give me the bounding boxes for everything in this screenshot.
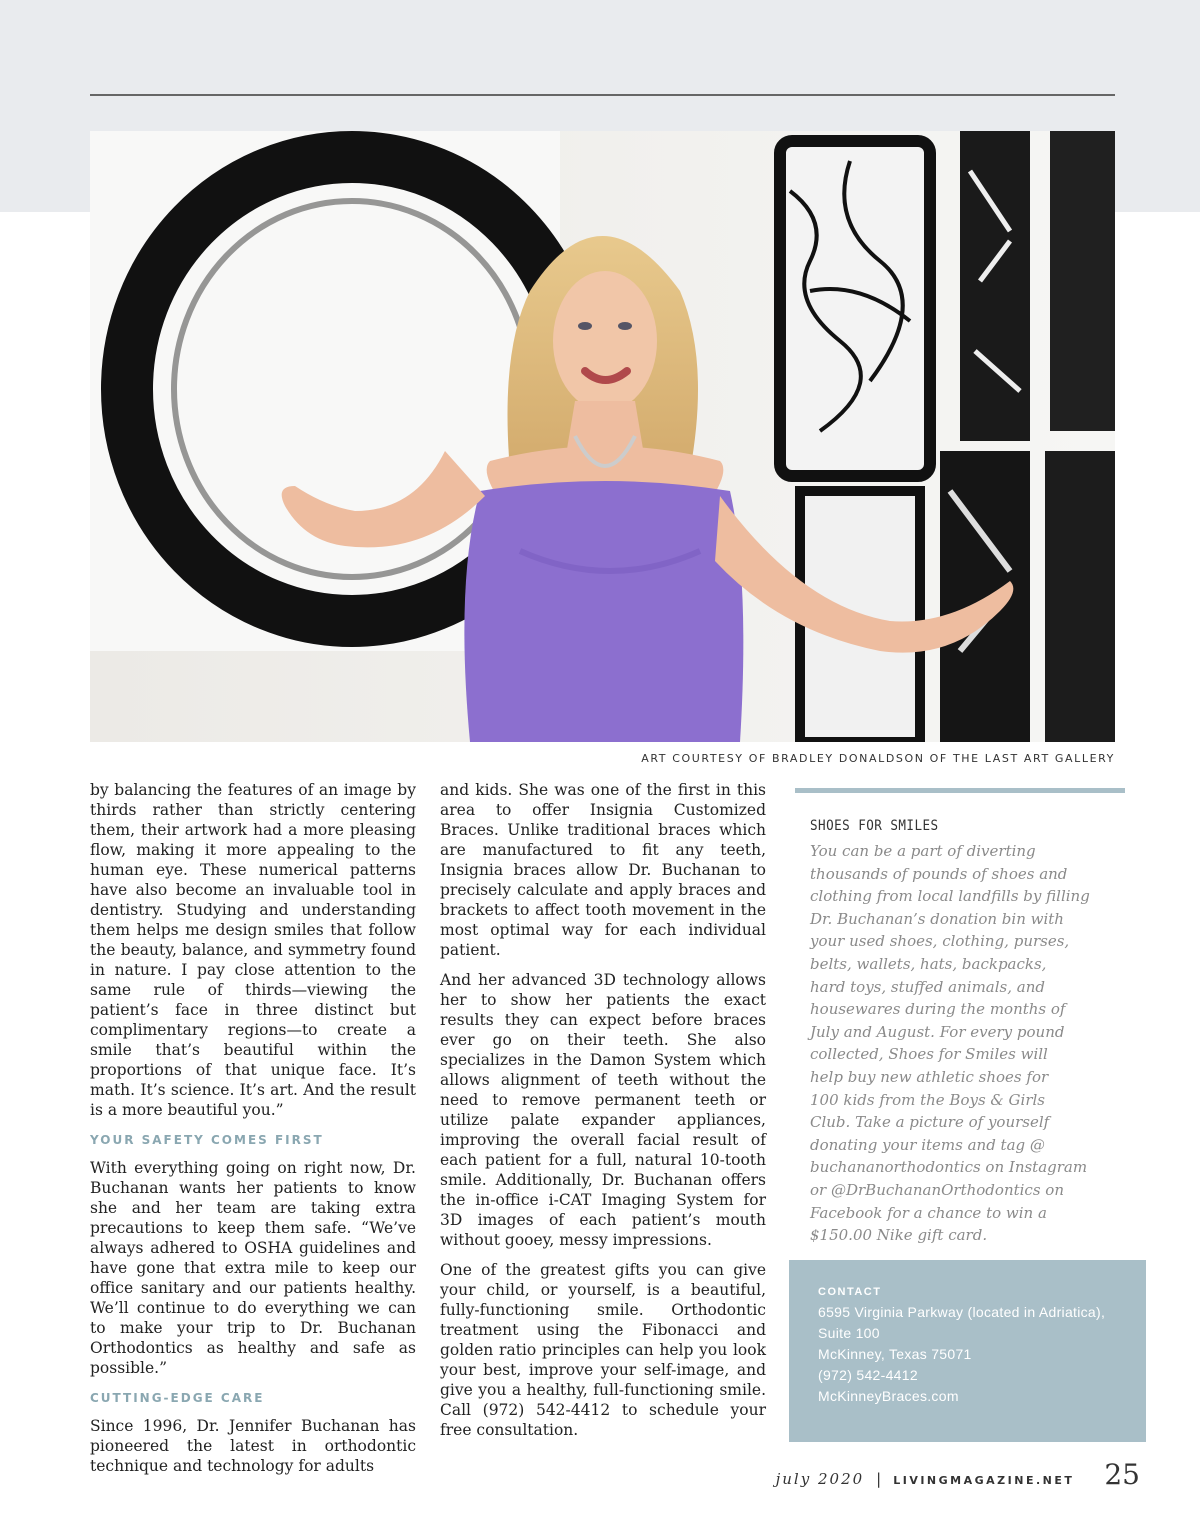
sidebar-line: 100 kids from the Boys & Girls: [810, 1090, 1045, 1109]
article-column-2: [440, 780, 766, 1450]
paragraph: With everything going on right now, Dr. Buchanan wants her patients to know she and her team are taking extra precautions to keep them safe. “We’ve always adhered to OSHA guidelines and have gone that extra mile to keep our office sanitary and our patients healthy. We’ll continue to do everything we can to make your trip to Dr. Buchanan Orthodontics as healthy and safe as possible.”: [90, 1159, 416, 1377]
sidebar-line: donating your items and tag @: [810, 1135, 1045, 1154]
sidebar-line: or @DrBuchananOrthodontics on: [810, 1180, 1064, 1199]
sidebar-line: your used shoes, clothing, purses,: [810, 932, 1070, 951]
photo-caption: ART COURTESY OF BRADLEY DONALDSON OF THE LAST ART GALLERY: [641, 752, 1115, 765]
sidebar-line: You can be a part of diverting: [810, 842, 1036, 860]
sidebar-line: hard toys, stuffed animals, and: [810, 977, 1045, 996]
footer-separator: |: [876, 1470, 882, 1488]
sidebar-line: housewares during the months of: [810, 1000, 1066, 1019]
paragraph: And her advanced 3D technology allows her to show her patients the exact results they can expect before braces ever go on their teeth. She also specializes in the Damon System which allows alignment of teeth without the need to remove permanent teeth or utilize palate expander appliances, improving the overall facial result of each patient for a full, natural 10-tooth smile. Additionally, Dr. Buchanan offers the in-office i-CAT Imaging System for 3D images of each patient’s mouth without gooey, messy impressions.: [440, 971, 766, 1249]
footer-website: LIVINGMAGAZINE.NET: [893, 1474, 1075, 1487]
contact-phone: (972) 542-4412: [818, 1367, 918, 1383]
sidebar-line: belts, wallets, hats, backpacks,: [810, 954, 1047, 973]
sidebar-line: $150.00 Nike gift card.: [810, 1226, 988, 1245]
sidebar-line: collected, Shoes for Smiles will: [810, 1045, 1048, 1064]
sidebar-line: Facebook for a chance to win a: [810, 1203, 1047, 1222]
feature-photo: [90, 131, 1115, 742]
sidebar-line: clothing from local landfills by filling: [810, 887, 1090, 906]
sidebar-line: buchananorthodontics on Instagram: [810, 1158, 1088, 1177]
sidebar-title: SHOES FOR SMILES: [810, 818, 939, 834]
contact-details: [818, 1286, 1105, 1407]
paragraph: One of the greatest gifts you can give your child, or yourself, is a beautiful, fully-functioning smile. Orthodontic treatment using the Fibonacci and golden ratio principles can help you look your best, improve your self-image, and give you a healthy, full-functioning smile. Call (972) 542-4412 to schedule your free consultation.: [440, 1261, 766, 1439]
sidebar-shoes-for-smiles: [810, 818, 1110, 1247]
contact-title: CONTACT: [818, 1286, 882, 1298]
top-rule: [90, 94, 1115, 96]
sidebar-line: help buy new athletic shoes for: [810, 1067, 1049, 1086]
article-column-1: [90, 780, 416, 1486]
sidebar-line: July and August. For every pound: [810, 1022, 1065, 1041]
contact-website: McKinneyBraces.com: [818, 1388, 959, 1404]
contact-address-line-2: Suite 100: [818, 1325, 880, 1341]
paragraph: by balancing the features of an image by thirds rather than strictly centering them, their artwork had a more pleasing flow, making it more appealing to the human eye. These numerical patterns have also become an invaluable tool in dentistry. Studying and understanding them helps me design smiles that follow the beauty, balance, and symmetry found in nature. I pay close attention to the same rule of thirds—viewing the patient’s face in three distinct but complimentary regions—to create a smile that’s beautiful within the proportions of that unique face. It’s math. It’s science. It’s art. And the result is a more beautiful you.”: [90, 781, 416, 1119]
paragraph: and kids. She was one of the first in this area to offer Insignia Customized Braces. Unlike traditional braces which are manufactured to fit any teeth, Insignia braces allow Dr. Buchanan to precisely calculate and apply braces and brackets to affect tooth movement in the most optimal way for each individual patient.: [440, 781, 766, 959]
sidebar-line: Club. Take a picture of yourself: [810, 1113, 1050, 1132]
paragraph: Since 1996, Dr. Jennifer Buchanan has pioneered the latest in orthodontic technique and technology for adults: [90, 1417, 416, 1475]
contact-city: McKinney, Texas 75071: [818, 1346, 972, 1362]
page-number: 25: [1104, 1458, 1140, 1491]
sidebar-rule: [795, 788, 1125, 793]
sidebar-line: Dr. Buchanan’s donation bin with: [810, 909, 1064, 928]
subhead-safety: YOUR SAFETY COMES FIRST: [90, 1133, 324, 1147]
footer-issue-date: july 2020: [775, 1470, 865, 1488]
sidebar-body: [810, 840, 1110, 1247]
contact-box: [789, 1260, 1146, 1442]
contact-address-line-1: 6595 Virginia Parkway (located in Adriatica),: [818, 1304, 1106, 1320]
photo-illustration: [90, 131, 1115, 742]
page-footer: [776, 1458, 1140, 1491]
subhead-care: CUTTING-EDGE CARE: [90, 1391, 265, 1405]
sidebar-line: thousands of pounds of shoes and: [810, 864, 1068, 883]
